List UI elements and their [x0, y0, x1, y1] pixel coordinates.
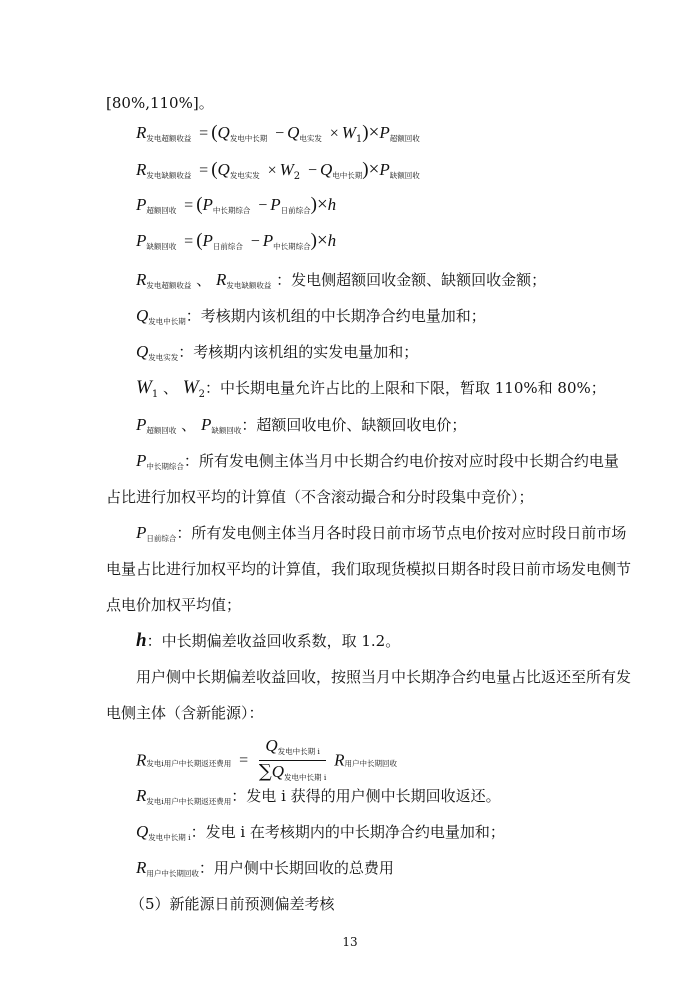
formula-p-short: $P_{缺额回收} = (P_{日前综合} - P_{中长期综合})\times h$: [136, 230, 337, 251]
definition-r-user-recovery: $R_{用户中长期回收}$：用户侧中长期回收的总费用: [136, 858, 394, 878]
definition-r-return: $R_{发电i用户中长期返还费用}$：发电 i 获得的用户侧中长期回收返还。: [136, 786, 501, 806]
definition-r-over-short: $R_{发电超额收益}$ 、 $R_{发电缺额收益}$ ：发电侧超额回收金额、缺额回收金额；: [136, 270, 547, 290]
formula-r-short: $R_{发电缺额收益} = (Q_{发电实发} \times W_2 - Q_{电中长期})\times P_{缺额回收}$: [136, 159, 420, 182]
definition-w-limits: $W_1$ 、 $W_2$：中长期电量允许占比的上限和下限，暂取 110%和 80%；: [136, 377, 606, 400]
definition-p-dayahead-line3: 点电价加权平均值；: [106, 596, 242, 614]
user-paragraph-line1: 用户侧中长期偏差收益回收，按照当月中长期净合约电量占比返还至所有发: [136, 668, 632, 686]
section-heading: （5）新能源日前预测偏差考核: [130, 895, 335, 913]
fraction-numerator: $Q_{发电中长期 i}$: [259, 736, 326, 761]
definition-p-midlong-line1: $P_{中长期综合}$：所有发电侧主体当月中长期合约电价按对应时段中长期合约电量: [136, 451, 619, 471]
definition-p-dayahead-line1: $P_{日前综合}$：所有发电侧主体当月各时段日前市场节点电价按对应时段日前市场: [136, 523, 627, 543]
formula-p-over: $P_{超额回收} = (P_{中长期综合} - P_{日前综合})\times h$: [136, 194, 337, 215]
user-paragraph-line2: 电侧主体（含新能源）：: [106, 704, 264, 722]
intro-range-text: [80%,110%]。: [106, 94, 214, 112]
formula-r-over: $R_{发电超额收益} = (Q_{发电中长期} - Q_{电实发} \times W_1)\times P_{超额回收}$: [136, 122, 420, 145]
definition-q-actual: $Q_{发电实发}$：考核期内该机组的实发电量加和；: [136, 342, 419, 362]
fraction: [259, 736, 326, 785]
definition-q-midlong: $Q_{发电中长期}$：考核期内该机组的中长期净合约电量加和；: [136, 306, 486, 326]
definition-p-over-short: $P_{超额回收}$ 、 $P_{缺额回收}$：超额回收电价、缺额回收电价；: [136, 415, 467, 435]
definition-p-dayahead-line2: 电量占比进行加权平均的计算值，我们取现货模拟日期各时段日前市场发电侧节: [106, 560, 632, 578]
definition-h-coefficient: h：中长期偏差收益回收系数，取 1.2。: [136, 630, 401, 651]
definition-q-midlong-i: $Q_{发电中长期 i}$：发电 i 在考核期内的中长期净合约电量加和；: [136, 822, 505, 842]
formula-r-return: $R_{发电i用户中长期返还费用}$ = $\frac{Q_{发电中长期 i}}{\sum Q_{发电中长期 i}}$ $R_{用户中长期回收}$: [136, 736, 397, 785]
definition-p-midlong-line2: 占比进行加权平均的计算值（不含滚动撮合和分时段集中竞价）；: [106, 488, 534, 506]
page-number: 13: [342, 935, 358, 949]
fraction-denominator: $\sum Q_{发电中长期 i}$: [258, 761, 327, 782]
